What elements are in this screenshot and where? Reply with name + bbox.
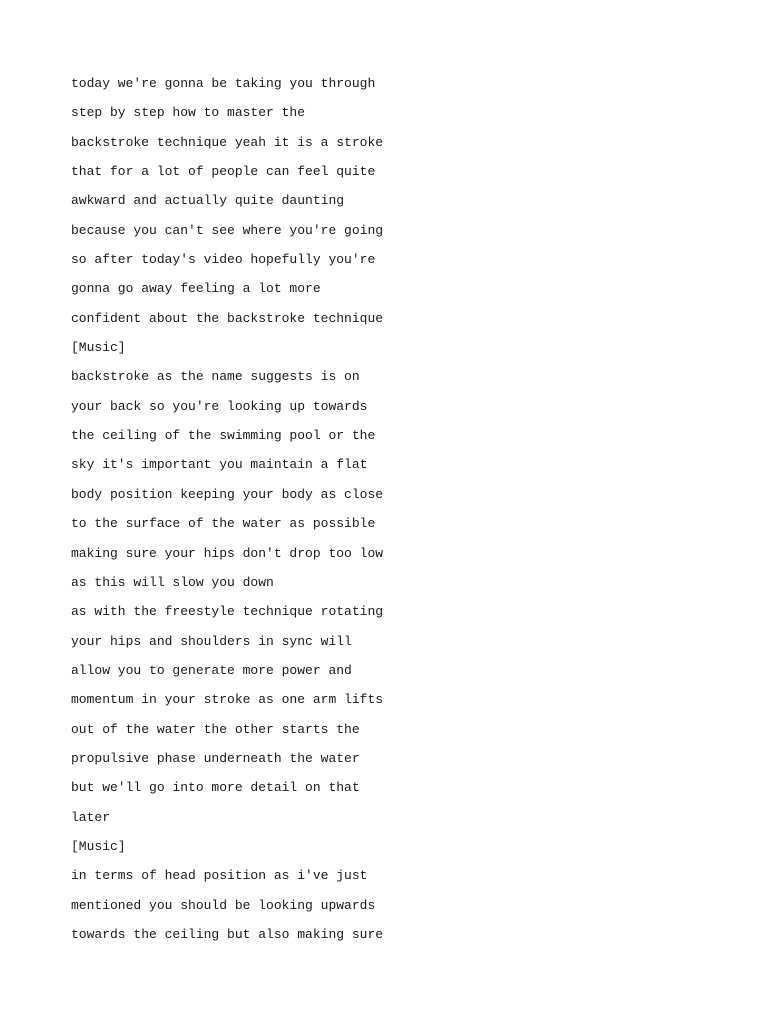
transcript-line: out of the water the other starts the <box>71 721 360 737</box>
transcript-line: your hips and shoulders in sync will <box>71 633 352 649</box>
transcript-line: the ceiling of the swimming pool or the <box>71 428 376 444</box>
transcript-line: because you can't see where you're going <box>71 222 384 238</box>
music-marker: [Music] <box>71 340 126 356</box>
transcript-line: your back so you're looking up towards <box>71 398 368 414</box>
music-marker: [Music] <box>71 838 126 854</box>
transcript-line: body position keeping your body as close <box>71 486 384 502</box>
transcript-line: towards the ceiling but also making sure <box>71 926 384 942</box>
transcript-line: to the surface of the water as possible <box>71 516 376 532</box>
transcript-line: mentioned you should be looking upwards <box>71 897 376 913</box>
transcript-line: step by step how to master the <box>71 105 306 121</box>
transcript-line: momentum in your stroke as one arm lifts <box>71 692 384 708</box>
transcript-line: propulsive phase underneath the water <box>71 750 360 766</box>
transcript-line: today we're gonna be taking you through <box>71 76 376 91</box>
transcript-line: but we'll go into more detail on that <box>71 780 360 796</box>
transcript-line: making sure your hips don't drop too low <box>71 545 384 561</box>
transcript-line: awkward and actually quite daunting <box>71 193 345 209</box>
transcript-line: sky it's important you maintain a flat <box>71 457 368 473</box>
transcript-line: backstroke as the name suggests is on <box>71 369 360 385</box>
transcript-line: later <box>71 809 111 825</box>
transcript-line: so after today's video hopefully you're <box>71 252 376 268</box>
transcript-line: backstroke technique yeah it is a stroke <box>71 134 384 150</box>
transcript-line: allow you to generate more power and <box>71 662 352 678</box>
transcript-line: confident about the backstroke technique <box>71 310 384 326</box>
transcript-line: that for a lot of people can feel quite <box>71 164 376 180</box>
transcript-line: gonna go away feeling a lot more <box>71 281 321 297</box>
transcript-line: in terms of head position as i've just <box>71 868 368 884</box>
transcript-line: as this will slow you down <box>71 574 274 590</box>
transcript-line: as with the freestyle technique rotating <box>71 604 384 620</box>
transcript-text <box>71 69 691 949</box>
